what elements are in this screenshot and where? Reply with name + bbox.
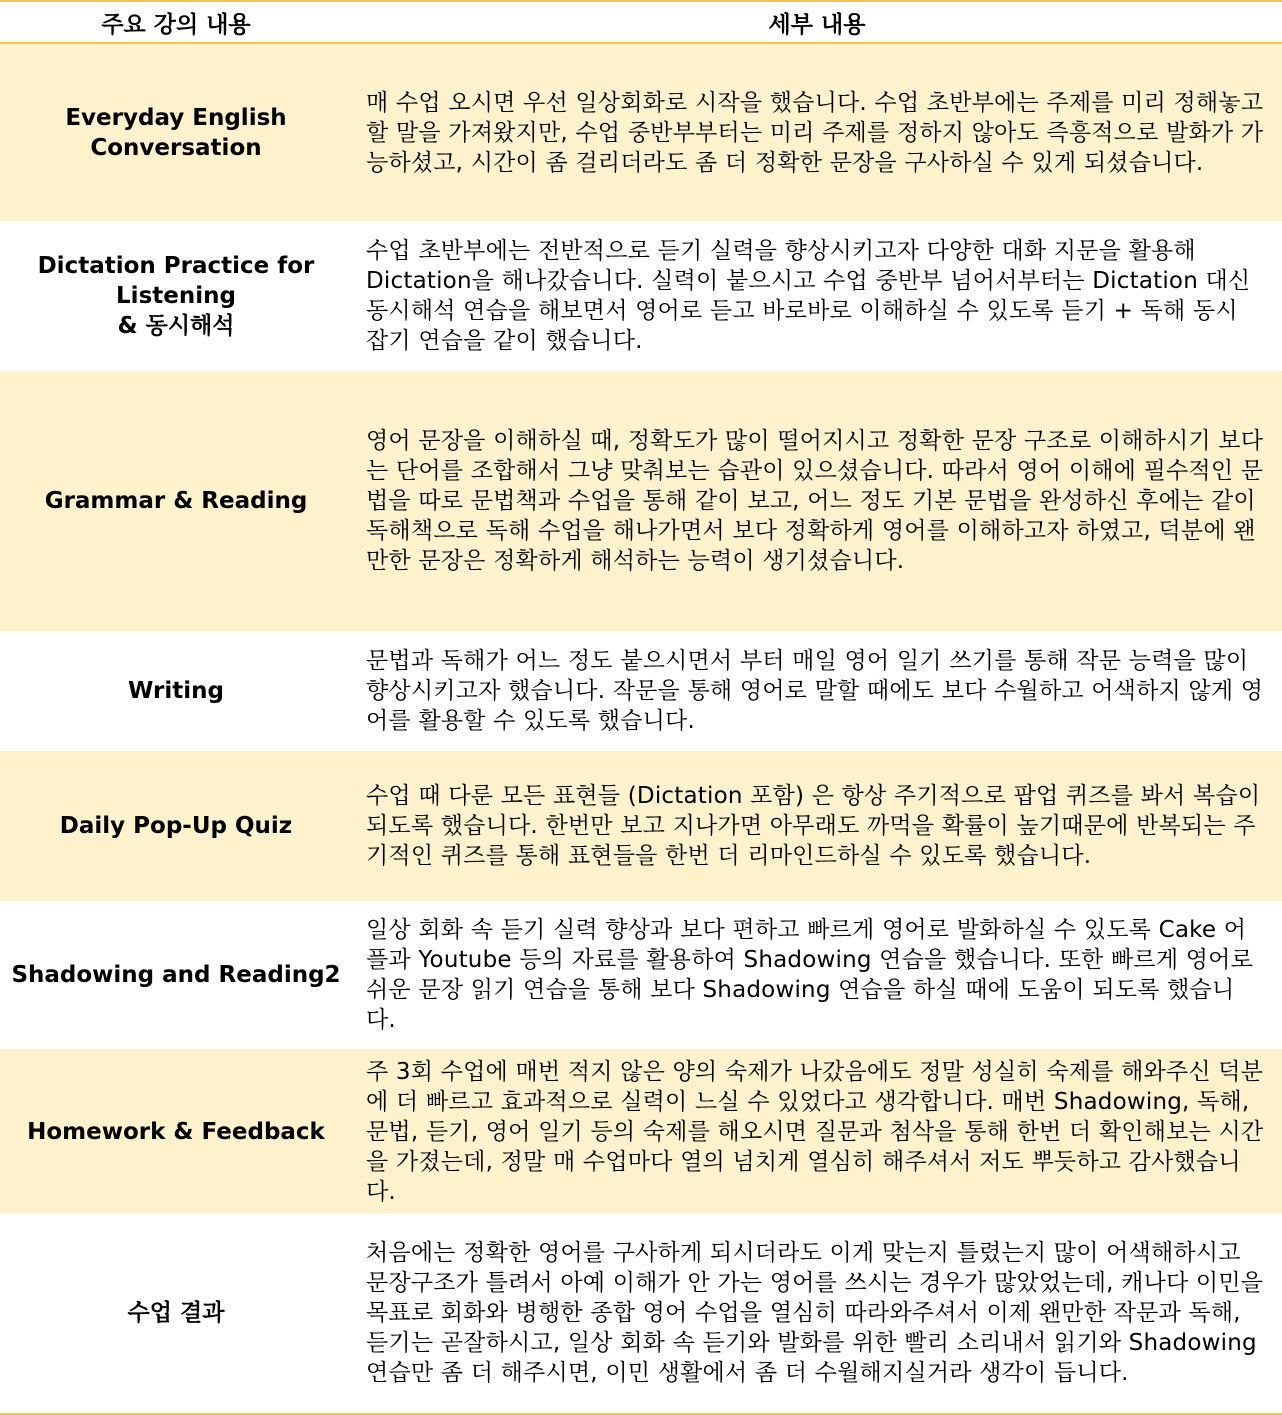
row-detail bbox=[352, 1214, 1282, 1411]
table-row bbox=[0, 221, 1282, 371]
row-topic: Homework & Feedback bbox=[27, 1118, 325, 1145]
table-row bbox=[0, 1214, 1282, 1411]
row-topic: Everyday English Conversation bbox=[65, 104, 287, 161]
row-detail bbox=[352, 371, 1282, 631]
row-detail-text: 매 수업 오시면 우선 일상회화로 시작을 했습니다. 수업 초반부에는 주제를 미리 정해놓고 할 말을 가져왔지만, 수업 중반부부터는 미리 주제를 정하지 않아도 즉흥적으로 발화가 가능하셨고, 시간이 좀 걸리더라도 좀 더 정확한 문장을 구사하실 수 있게 되셨습니다. bbox=[366, 89, 1264, 176]
row-detail-text: 수업 초반부에는 전반적으로 듣기 실력을 향상시키고자 다양한 대화 지문을 활용해 Dictation을 해나갔습니다. 실력이 붙으시고 수업 중반부 넘어서부터는 Dictation 대신 동시해석 연습을 해보면서 영어로 듣고 바로바로 이해하실 수 있도록 듣기 + 독해 동시 잡기 연습을 같이 했습니다. bbox=[366, 238, 1251, 354]
row-topic: Dictation Practice for Listening & 동시해석 bbox=[37, 253, 315, 339]
row-detail bbox=[352, 221, 1282, 371]
header-topic: 주요 강의 내용 bbox=[101, 11, 251, 38]
row-detail bbox=[352, 631, 1282, 751]
table-row bbox=[0, 751, 1282, 901]
table-row bbox=[0, 631, 1282, 751]
row-topic: 수업 결과 bbox=[127, 1299, 225, 1326]
row-detail bbox=[352, 751, 1282, 901]
table-row bbox=[0, 1049, 1282, 1214]
table-row bbox=[0, 901, 1282, 1049]
row-topic: Grammar & Reading bbox=[44, 488, 308, 514]
row-detail-text: 수업 때 다룬 모든 표현들 (Dictation 포함) 은 항상 주기적으로 팝업 퀴즈를 봐서 복습이 되도록 했습니다. 한번만 보고 지나가면 아무래도 까먹을 확률이 높기때문에 반복되는 주기적인 퀴즈를 통해 표현들을 한번 더 리마인드하실 수 있도록 했습니다. bbox=[366, 783, 1261, 869]
row-topic: Writing bbox=[128, 678, 224, 704]
row-detail bbox=[352, 901, 1282, 1049]
table-row bbox=[0, 44, 1282, 221]
table-row bbox=[0, 371, 1282, 631]
row-detail bbox=[352, 44, 1282, 221]
row-detail-text: 문법과 독해가 어느 정도 붙으시면서 부터 매일 영어 일기 쓰기를 통해 작문 능력을 많이 향상시키고자 했습니다. 작문을 통해 영어로 말할 때에도 보다 수월하고 어색하지 않게 영어를 활용할 수 있도록 했습니다. bbox=[366, 648, 1264, 734]
row-detail-text: 일상 회화 속 듣기 실력 향상과 보다 편하고 빠르게 영어로 발화하실 수 있도록 Cake 어플과 Youtube 등의 자료를 활용하여 Shadowing 연습을 했습니다. 또한 빠르게 영어로 쉬운 문장 읽기 연습을 통해 보다 Shadowing 연습을 하실 때에 도움이 되도록 했습니다. bbox=[366, 917, 1253, 1033]
row-detail-text: 영어 문장을 이해하실 때, 정확도가 많이 떨어지시고 정확한 문장 구조로 이해하시기 보다는 단어를 조합해서 그냥 맞춰보는 습관이 있으셨습니다. 따라서 영어 이해에 필수적인 문법을 따로 문법책과 수업을 통해 같이 보고, 어느 정도 기본 문법을 완성하신 후에는 같이 독해책으로 독해 수업을 해나가면서 보다 정확하게 영어를 이해하고자 하였고, 덕분에 왠만한 문장은 정확하게 해석하는 능력이 생기셨습니다. bbox=[366, 428, 1264, 574]
row-topic: Daily Pop-Up Quiz bbox=[59, 813, 293, 839]
row-detail-text: 주 3회 수업에 매번 적지 않은 양의 숙제가 나갔음에도 정말 성실히 숙제를 해와주신 덕분에 더 빠르고 효과적으로 실력이 느실 수 있었다고 생각합니다. 매번 Shadowing, 독해, 문법, 듣기, 영어 일기 등의 숙제를 해오시면 질문과 첨삭을 통해 한번 더 확인해보는 시간을 가졌는데, 정말 매 수업마다 열의 넘치게 열심히 해주셔서 저도 뿌듯하고 감사했습니다. bbox=[366, 1058, 1264, 1205]
header-detail: 세부 내용 bbox=[768, 11, 866, 38]
table-header bbox=[0, 2, 1282, 44]
row-detail bbox=[352, 1049, 1282, 1214]
row-topic: Shadowing and Reading2 bbox=[11, 962, 341, 988]
row-detail-text: 처음에는 정확한 영어를 구사하게 되시더라도 이게 맞는지 틀렸는지 많이 어색해하시고 문장구조가 틀려서 아예 이해가 안 가는 영어를 쓰시는 경우가 많았었는데, 캐나다 이민을 목표로 회화와 병행한 종합 영어 수업을 열심히 따라와주셔서 이제 왠만한 작문과 독해, 듣기는 곧잘하시고, 일상 회화 속 듣기와 발화를 위한 빨리 소리내서 읽기와 Shadowing 연습만 좀 더 해주시면, 이민 생활에서 좀 더 수월해지실거라 생각이 듭니다. bbox=[366, 1239, 1264, 1386]
